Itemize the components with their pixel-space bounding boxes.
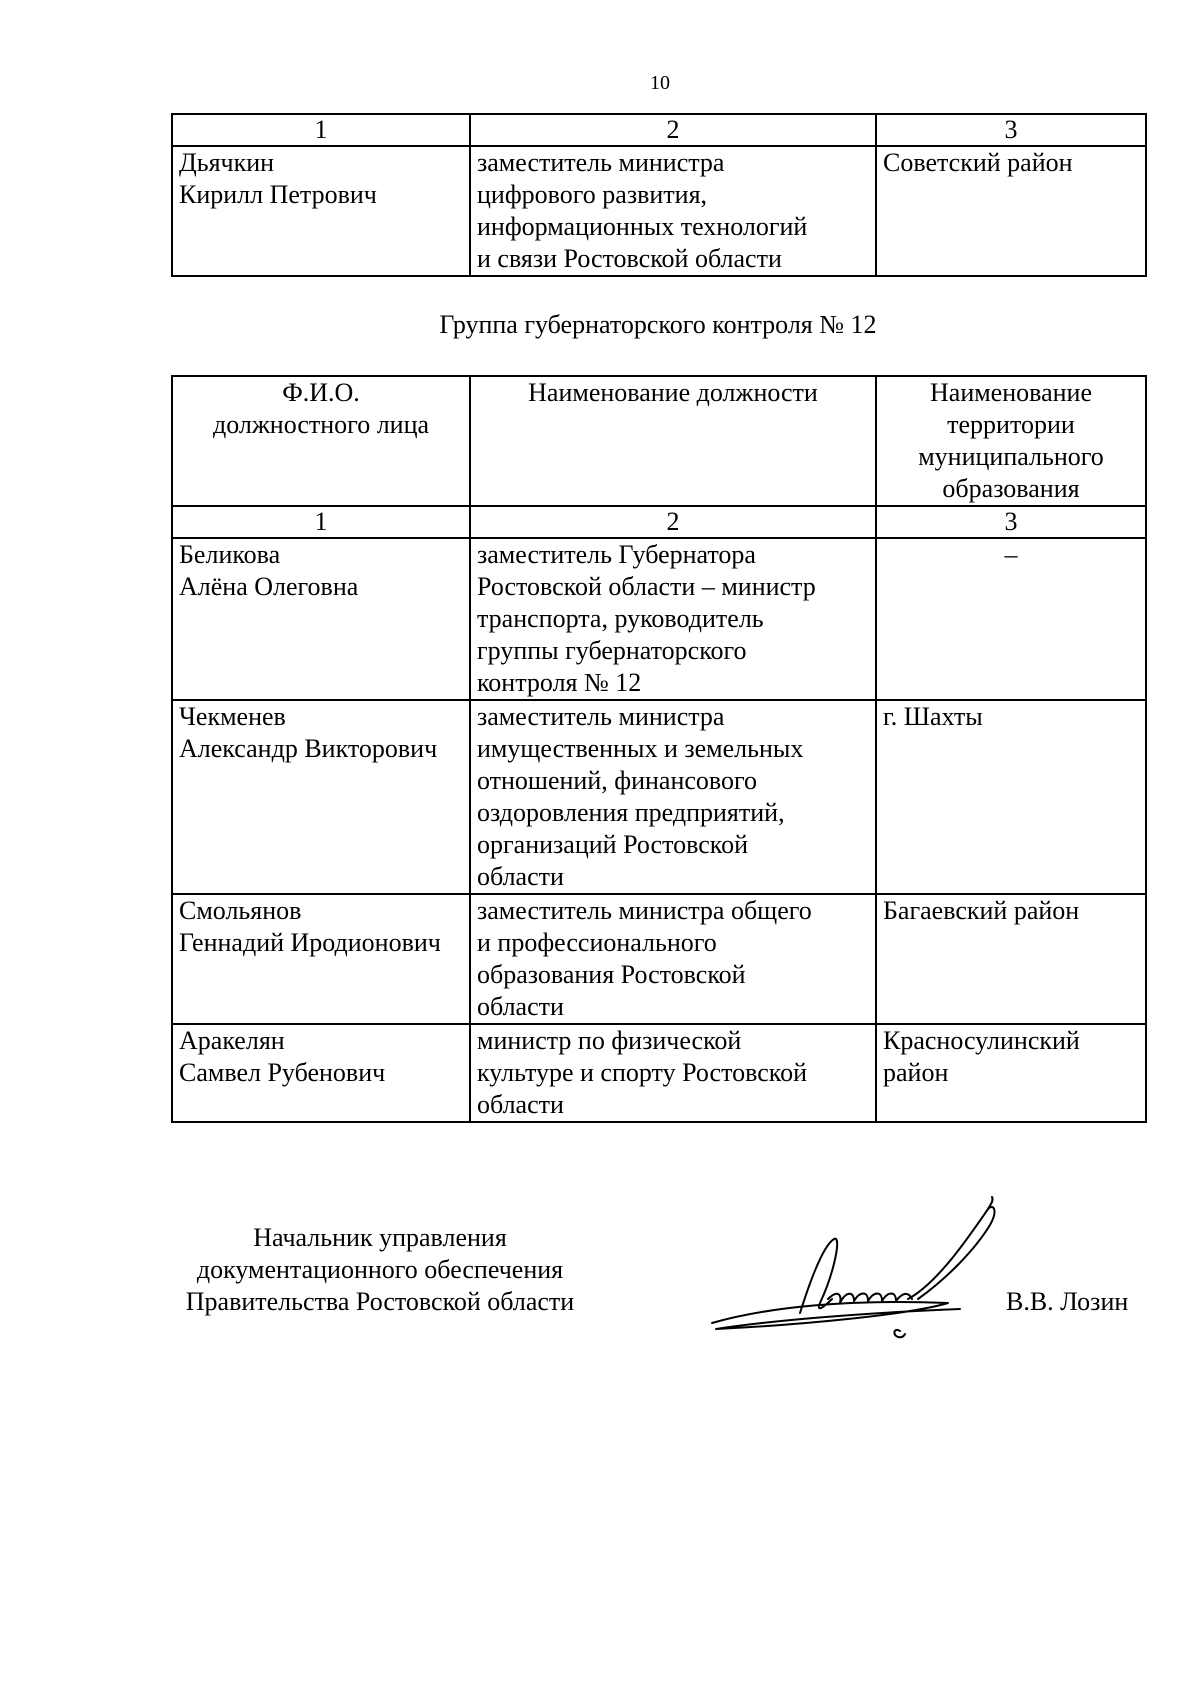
signatory-name: В.В. Лозин (1006, 1287, 1129, 1316)
official-name-cell: Смольянов Геннадий Иродионович (172, 894, 470, 1024)
group-12-table (171, 375, 1147, 1123)
column-number-row (172, 506, 1146, 538)
position-cell: заместитель министра общего и профессионального образования Ростовской области (470, 894, 876, 1024)
header-name: Ф.И.О. должностного лица (172, 376, 470, 506)
table-row (172, 894, 1146, 1024)
official-name-cell: Чекменев Александр Викторович (172, 700, 470, 894)
table-row (172, 538, 1146, 700)
column-number-row (172, 114, 1146, 146)
column-number: 1 (172, 114, 470, 146)
official-name-cell: Дьячкин Кирилл Петрович (172, 146, 470, 276)
header-territory: Наименование территории муниципального образования (876, 376, 1146, 506)
column-number: 2 (470, 506, 876, 538)
signatory-position: Начальник управления документационного обеспечения Правительства Ростовской области (185, 1223, 575, 1316)
position-cell: заместитель министра цифрового развития, информационных технологий и связи Ростовской области (470, 146, 876, 276)
column-number: 1 (172, 506, 470, 538)
table-row (172, 1024, 1146, 1122)
territory-cell: г. Шахты (876, 700, 1146, 894)
table-row (172, 146, 1146, 276)
position-cell: министр по физической культуре и спорту Ростовской области (470, 1024, 876, 1122)
handwritten-signature (708, 1195, 1038, 1345)
positions-table-continued (171, 113, 1147, 277)
group-title: Группа губернаторского контроля № 12 (439, 310, 877, 339)
territory-cell: Багаевский район (876, 894, 1146, 1024)
territory-cell: Красносулинский район (876, 1024, 1146, 1122)
official-name-cell: Аракелян Самвел Рубенович (172, 1024, 470, 1122)
territory-cell: – (876, 538, 1146, 700)
column-number: 3 (876, 506, 1146, 538)
header-row (172, 376, 1146, 506)
official-name-cell: Беликова Алёна Олеговна (172, 538, 470, 700)
position-cell: заместитель Губернатора Ростовской области – министр транспорта, руководитель группы губернаторского контроля № 12 (470, 538, 876, 700)
column-number: 3 (876, 114, 1146, 146)
header-position: Наименование должности (470, 376, 876, 506)
column-number: 2 (470, 114, 876, 146)
table-row (172, 700, 1146, 894)
territory-cell: Советский район (876, 146, 1146, 276)
page-number: 10 (650, 72, 670, 94)
position-cell: заместитель министра имущественных и земельных отношений, финансового оздоровления предприятий, организаций Ростовской области (470, 700, 876, 894)
